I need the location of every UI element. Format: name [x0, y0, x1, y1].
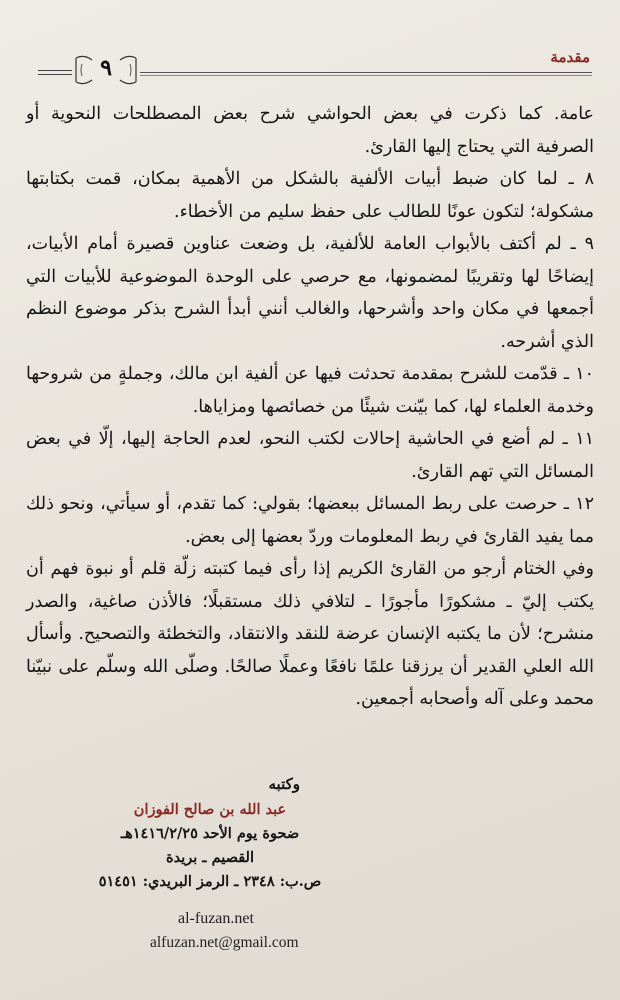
signoff: وكتبه [268, 775, 300, 793]
paragraph: ١٠ ـ قدّمت للشرح بمقدمة تحدثت فيها عن ألفية ابن مالك، وجملةٍ من شروحها وخدمة العلماء لها، كما بيّنت شيئًا من خصائصها ومزاياها. [26, 364, 594, 417]
ornament-line [38, 70, 72, 71]
page-number-frame [72, 52, 140, 88]
signature-block [60, 798, 360, 894]
author-name: عبد الله بن صالح الفوزان [133, 801, 287, 818]
header-rule [140, 72, 592, 73]
paragraph: وفي الختام أرجو من القارئ الكريم إذا رأى فيما كتبته زلّة قلم أو نبوة فهم أن يكتب إليّ ـ مشكورًا مأجورًا ـ لتلافي ذلك مستقبلًا؛ فالأذن صاغية، والصدر منشرح؛ لأن ما يكتبه الإنسان عرضة للنقد والانتقاد، والتخطئة والتصحيح. وأسأل الله العلي القدير أن يرزقنا علمًا نافعًا وعملًا صالحًا. وصلّى الله وسلّم على نبيّنا محمد وعلى آله وأصحابه أجمعين. [26, 559, 594, 709]
paragraph: ٨ ـ لما كان ضبط أبيات الألفية بالشكل من الأهمية بمكان، قمت بكتابتها مشكولة؛ لتكون عونًا للطالب على حفظ سليم من الأخطاء. [26, 169, 594, 222]
email-link[interactable]: alfuzan.net@gmail.com [150, 934, 299, 951]
paragraph: ١٢ ـ حرصت على ربط المسائل ببعضها؛ بقولي: كما تقدم، أو سيأتي، ونحو ذلك مما يفيد القارئ في ربط المعلومات وردّ بعضها إلى بعض. [26, 494, 594, 547]
header-rule-secondary [140, 75, 592, 76]
signature-location: القصيم ـ بريدة [165, 849, 254, 866]
section-title: مقدمة [550, 48, 590, 66]
paragraph: ٩ ـ لم أكتف بالأبواب العامة للألفية، بل وضعت عناوين قصيرة أمام الأبيات، إيضاحًا لها وتقريبًا لمضمونها، مع حرصي على الوحدة الموضوعية للأبيات التي أجمعها في مكان واحد وأشرحها، والغالب أنني أبدأ الشرح بذكر موضوع النظم الذي أشرحه. [26, 234, 594, 352]
signature-date: ضحوة يوم الأحد ١٤١٦/٢/٢٥هـ [120, 825, 300, 842]
page-header [0, 48, 620, 88]
postal-address: ص.ب: ٢٣٤٨ ـ الرمز البريدي: ٥١٤٥١ [98, 873, 322, 890]
body-text [26, 98, 594, 716]
website-link[interactable]: al-fuzan.net [178, 910, 254, 927]
paragraph: عامة. كما ذكرت في بعض الحواشي شرح بعض المصطلحات النحوية أو الصرفية التي يحتاج إليها القارئ. [26, 104, 594, 157]
paragraph: ١١ ـ لم أضع في الحاشية إحالات لكتب النحو، لعدم الحاجة إليها، إلّا في بعض المسائل التي تهم القارئ. [26, 429, 594, 482]
ornament-line [38, 74, 72, 75]
page-number: ٩ [100, 55, 112, 81]
